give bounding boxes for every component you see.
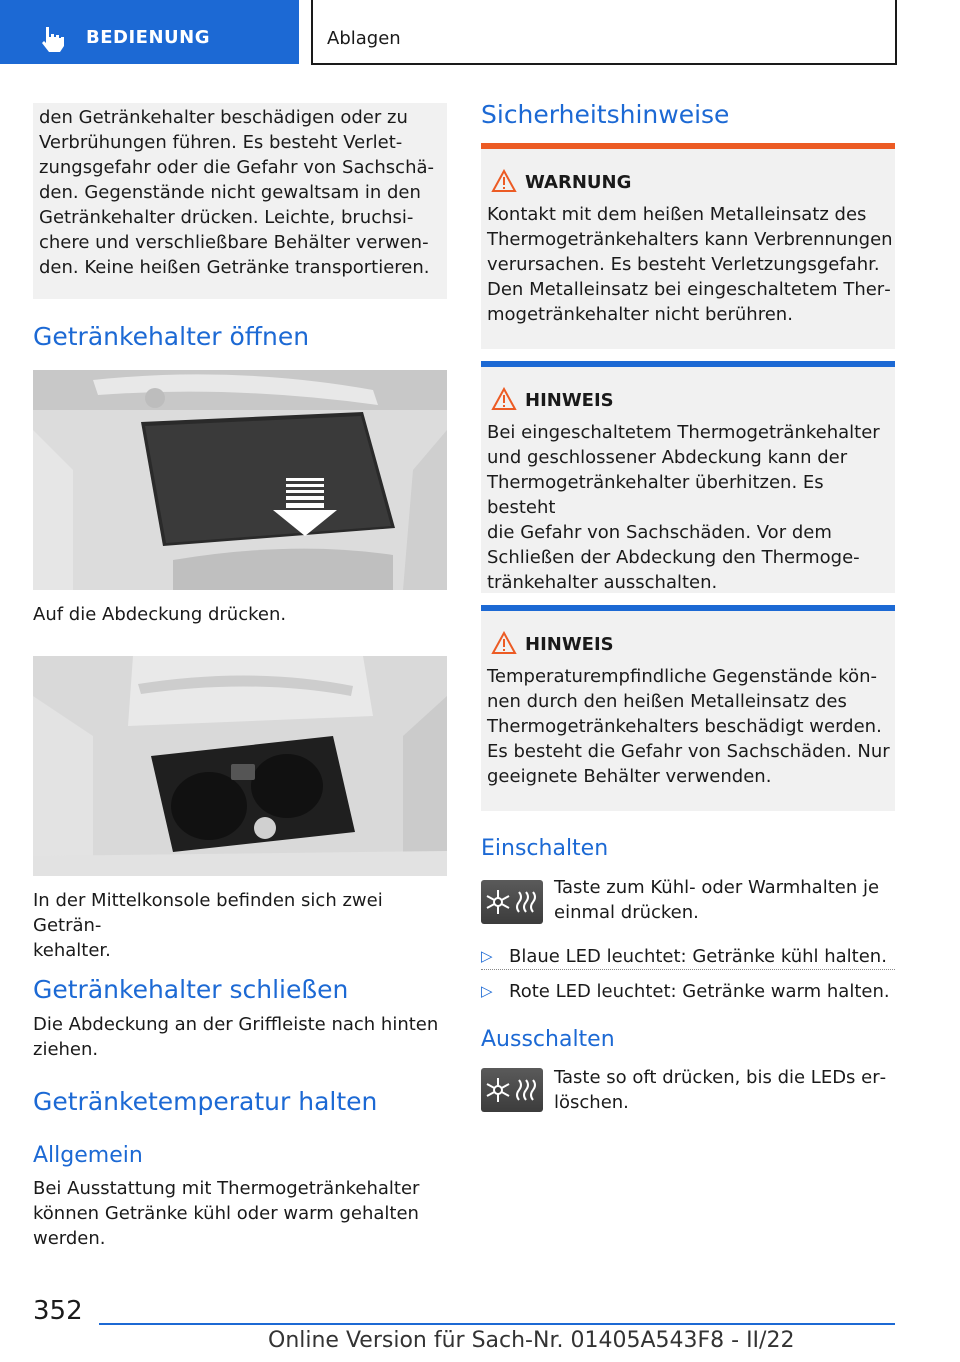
divider [481,969,895,971]
section-title: BEDIENUNG [86,27,210,48]
notice-text: Thermogetränkehalters beschädigt werden. [487,716,882,737]
bullet-blue-led: Blaue LED leuchtet: Getränke kühl halten. [509,946,887,967]
general-text: werden. [33,1228,106,1249]
cupholder-illustration [33,656,447,876]
bullet-triangle-icon: ▷ [481,982,493,1000]
notice-triangle-icon [491,387,517,411]
bullet-red-led: Rote LED leuchtet: Getränke warm halten. [509,981,890,1002]
caption-press-cover: Auf die Abdeckung drücken. [33,604,287,625]
intro-line: den Getränkehalter beschädigen oder zu [39,107,408,128]
photo-cover-closed [33,370,447,590]
notice-text: Es besteht die Gefahr von Sachschäden. Nur [487,741,890,762]
notice-title: HINWEIS [525,390,614,411]
switch-off-text: löschen. [554,1092,629,1113]
warning-text: mogetränkehalter nicht berühren. [487,304,793,325]
notice-text: Schließen der Abdeckung den Thermoge‐ [487,547,860,568]
snowflake-heat-icon [481,1068,543,1112]
footer-rule [99,1323,895,1325]
warning-triangle-icon [491,169,517,193]
caption-two-holders: kehalter. [33,940,111,961]
intro-line: den. Keine heißen Getränke transportieren. [39,257,430,278]
intro-line: chere und verschließbare Behälter verwen‐ [39,232,429,253]
bullet-triangle-icon: ▷ [481,947,493,965]
section-tab [0,0,299,64]
notice-text: geeignete Behälter verwenden. [487,766,772,787]
heading-close: Getränkehalter schließen [33,975,349,1004]
switch-on-text: Taste zum Kühl- oder Warmhalten je [554,877,880,898]
notice-box-2 [481,611,895,811]
intro-line: zungsgefahr oder die Gefahr von Sachschä‐ [39,157,435,178]
notice-text: Bei eingeschaltetem Thermogetränkehalter [487,422,880,443]
thermo-button-icon [481,880,543,924]
notice-text: Temperaturempfindliche Gegenstände kön‐ [487,666,877,687]
warning-text: Thermogetränkehalters kann Verbrennungen [487,229,893,250]
hand-pointer-icon [38,24,68,54]
warning-text: Kontakt mit dem heißen Metalleinsatz des [487,204,867,225]
intro-note-box [33,103,447,299]
notice-triangle-icon [491,631,517,655]
warning-text: Den Metalleinsatz bei eingeschaltetem Ther‐ [487,279,891,300]
heading-switch-on: Einschalten [481,836,609,861]
caption-two-holders: In der Mittelkonsole befinden sich zwei Geträn‐ [33,890,383,936]
switch-on-text: einmal drücken. [554,902,699,923]
online-version-note: Online Version für Sach-Nr. 01405A543F8 - II/22 [268,1328,795,1353]
intro-line: den. Gegenstände nicht gewaltsam in den [39,182,421,203]
heading-switch-off: Ausschalten [481,1027,615,1052]
heading-open: Getränkehalter öffnen [33,322,310,351]
switch-off-text: Taste so oft drücken, bis die LEDs er‐ [554,1067,887,1088]
notice-text: und geschlossener Abdeckung kann der [487,447,848,468]
heading-keep-temperature: Getränketemperatur halten [33,1087,378,1116]
warning-text: verursachen. Es besteht Verletzungsgefahr. [487,254,880,275]
intro-line: Getränkehalter drücken. Leichte, bruchsi‐ [39,207,414,228]
console-cover-illustration [33,370,447,590]
heading-general: Allgemein [33,1143,143,1168]
heading-safety: Sicherheitshinweise [481,100,730,129]
notice-box-1 [481,367,895,593]
thermo-button-icon [481,1068,543,1112]
close-text: Die Abdeckung an der Griffleiste nach hinten [33,1014,439,1035]
chapter-header [311,0,897,65]
chapter-title: Ablagen [327,28,401,49]
snowflake-heat-icon [481,880,543,924]
intro-line: Verbrühungen führen. Es besteht Verlet‐ [39,132,403,153]
warning-box [481,149,895,349]
notice-text: Thermogetränkehalter überhitzen. Es besteht [487,472,824,518]
photo-cupholders-open [33,656,447,876]
general-text: Bei Ausstattung mit Thermogetränkehalter [33,1178,420,1199]
notice-text: tränkehalter ausschalten. [487,572,718,593]
notice-text: nen durch den heißen Metalleinsatz des [487,691,847,712]
warning-title: WARNUNG [525,172,632,193]
page-number: 352 [33,1296,83,1326]
close-text: ziehen. [33,1039,99,1060]
notice-text: die Gefahr von Sachschäden. Vor dem [487,522,832,543]
general-text: können Getränke kühl oder warm gehalten [33,1203,419,1224]
notice-title: HINWEIS [525,634,614,655]
